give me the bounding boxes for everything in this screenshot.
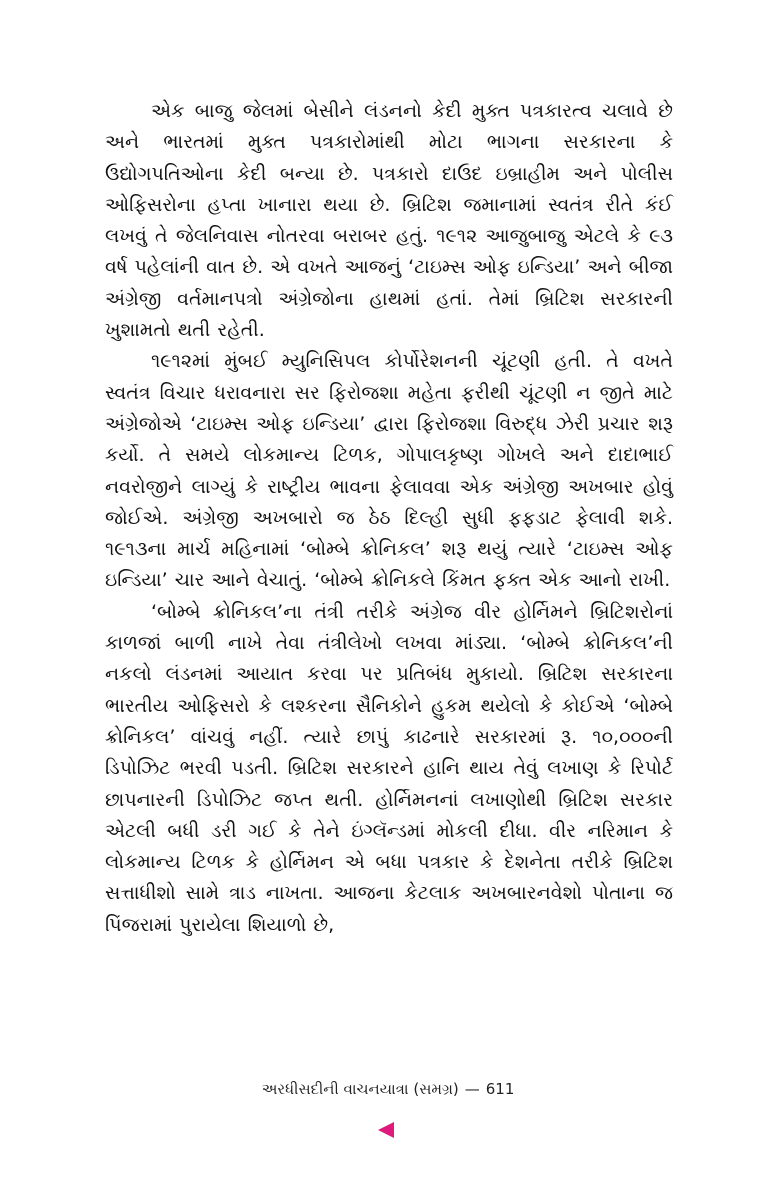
previous-page-icon[interactable] bbox=[378, 1122, 394, 1138]
footer-separator: — bbox=[464, 1080, 480, 1098]
paragraph-3: ‘બોમ્બે ક્રોનિકલ’ના તંત્રી તરીકે અંગ્રેજ વીર હોર્નિમને બ્રિટિશરોનાં કાળજાં બાળી નાખે તેવા તંત્રીલેખો લખવા માંડ્યા. ‘બોમ્બે ક્રોનિકલ’ની નકલો લંડનમાં આયાત કરવા પર પ્રતિબંધ મુકાયો. બ્રિટિશ સરકારના ભારતીય ઓફિસરો કે લશ્કરના સૈનિકોને હુકમ થયેલો કે કોઈએ ‘બોમ્બે ક્રોનિકલ’ વાંચવું નહીં. ત્યારે છાપું કાઢનારે સરકારમાં રૂ. ૧૦,૦૦૦ની ડિપોઝિટ ભરવી પડતી. બ્રિટિશ સરકારને હાનિ થાય તેવું લખાણ કે રિપોર્ટ છાપનારની ડિપોઝિટ જપ્ત થતી. હોર્નિમનનાં લખાણોથી બ્રિટિશ સરકાર એટલી બધી ડરી ગઈ કે તેને ઇંગ્લૅન્ડમાં મોકલી દીધા. વીર નરિમાન કે લોકમાન્ય ટિળક કે હોર્નિમન એ બધા પત્રકાર કે દેશનેતા તરીકે બ્રિટિશ સત્તાધીશો સામે ત્રાડ નાખતા. આજના કેટલાક અખબારનવેશો પોતાના જ પિંજરામાં પુરાયેલા શિયાળો છે, bbox=[105, 600, 673, 936]
paragraph-1: એક બાજુ જેલમાં બેસીને લંડનનો કેદી મુક્ત પત્રકારત્વ ચલાવે છે અને ભારતમાં મુક્ત પત્રકારોમાંથી મોટા ભાગના સરકારના કે ઉદ્યોગપતિઓના કેદી બન્યા છે. પત્રકારો દાઉદ ઇબ્રાહીમ અને પોલીસ ઓફિસરોના હપ્તા ખાનારા થયા છે. બ્રિટિશ જમાનામાં સ્વતંત્ર રીતે કંઈ લખવું તે જેલનિવાસ નોતરવા બરાબર હતું. ૧૯૧૨ આજુબાજુ એટલે કે ૯૩ વર્ષ પહેલાંની વાત છે. એ વખતે આજનું ‘ટાઇમ્સ ઓફ ઇન્ડિયા’ અને બીજા અંગ્રેજી વર્તમાનપત્રો અંગ્રેજોના હાથમાં હતાં. તેમાં બ્રિટિશ સરકારની ખુશામતો થતી રહેતી. bbox=[105, 100, 673, 342]
page-footer bbox=[0, 1080, 776, 1098]
book-title: અરધીસદીની વાચનયાત્રા (સમગ્ર) bbox=[261, 1080, 459, 1098]
paragraph-2: ૧૯૧૨માં મુંબઈ મ્યુનિસિપલ કોર્પોરેશનની ચૂંટણી હતી. તે વખતે સ્વતંત્ર વિચાર ધરાવનારા સર ફિરોજશા મહેતા ફરીથી ચૂંટણી ન જીતે માટે અંગ્રેજોએ ‘ટાઇમ્સ ઓફ ઇન્ડિયા’ દ્વારા ફિરોજશા વિરુદ્ધ ઝેરી પ્રચાર શરૂ કર્યો. તે સમયે લોકમાન્ય ટિળક, ગોપાલકૃષ્ણ ગોખલે અને દાદાભાઈ નવરોજીને લાગ્યું કે રાષ્ટ્રીય ભાવના ફેલાવવા એક અંગ્રેજી અખબાર હોવું જોઈએ. અંગ્રેજી અખબારો જ ઠેઠ દિલ્હી સુધી ફફડાટ ફેલાવી શકે. ૧૯૧૩ના માર્ચ મહિનામાં ‘બોમ્બે ક્રોનિકલ’ શરૂ થયું ત્યારે ‘ટાઇમ્સ ઓફ ઇન્ડિયા’ ચાર આને વેચાતું. ‘બોમ્બે ક્રોનિકલે કિંમત ફક્ત એક આનો રાખી. bbox=[105, 350, 673, 592]
page-body bbox=[105, 96, 673, 941]
page-number: 611 bbox=[485, 1080, 515, 1098]
